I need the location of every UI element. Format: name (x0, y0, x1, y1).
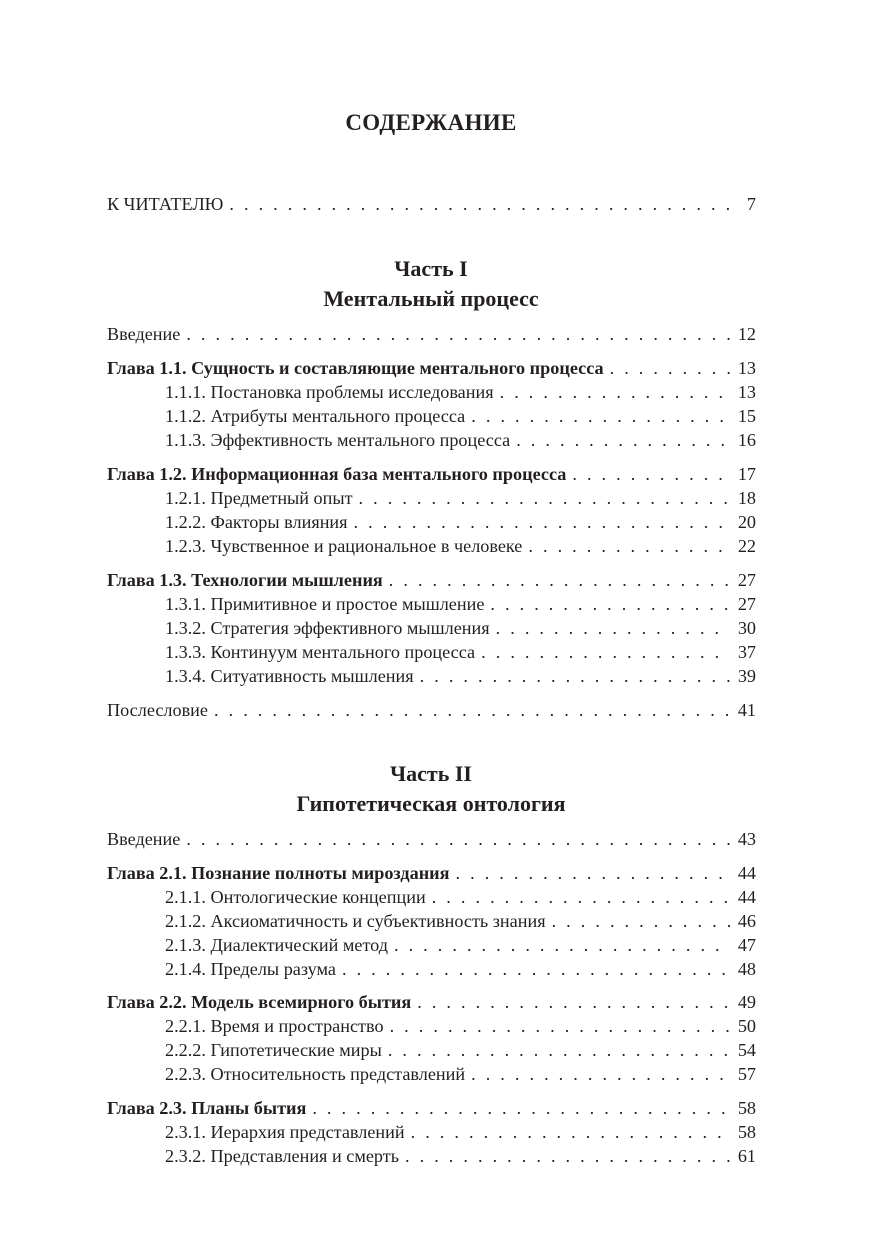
leader-dots (610, 356, 730, 380)
chapter-title: Глава 1.1. Сущность и составляющие ментального процесса (107, 358, 604, 378)
entry-page: 27 (737, 594, 756, 614)
toc-entry-intro (107, 827, 756, 851)
leader-dots (552, 909, 730, 933)
section-title: 1.1.2. Атрибуты ментального процесса (165, 406, 466, 426)
section-title: 2.2.1. Время и пространство (165, 1016, 384, 1036)
leader-dots (481, 640, 730, 664)
entry-page: 58 (737, 1098, 756, 1118)
section-title: 2.1.3. Диалектический метод (165, 935, 388, 955)
chapter-title: Глава 2.1. Познание полноты мироздания (107, 863, 450, 883)
section-title: 2.2.2. Гипотетические миры (165, 1040, 382, 1060)
section-title: 1.1.1. Постановка проблемы исследования (165, 382, 494, 402)
entry-title: Введение (107, 324, 181, 344)
toc-section (165, 1062, 756, 1086)
leader-dots (186, 827, 730, 851)
entry-page: 16 (737, 430, 756, 450)
leader-dots (528, 534, 730, 558)
entry-page: 49 (737, 992, 756, 1012)
entry-page: 20 (737, 512, 756, 532)
leader-dots (456, 861, 730, 885)
toc-entry-afterword (107, 698, 756, 722)
entry-title: Послесловие (107, 700, 208, 720)
page-title: СОДЕРЖАНИЕ (345, 110, 517, 135)
leader-dots (471, 1062, 730, 1086)
entry-page: 50 (737, 1016, 756, 1036)
entry-page: 48 (737, 959, 756, 979)
leader-dots (490, 592, 730, 616)
toc-section (165, 640, 756, 664)
entry-page: 57 (737, 1064, 756, 1084)
toc-section (165, 909, 756, 933)
leader-dots (417, 990, 730, 1014)
section-title: 2.1.1. Онтологические концепции (165, 887, 426, 907)
section-title: 2.1.2. Аксиоматичность и субъективность знания (165, 911, 546, 931)
entry-page: 22 (737, 536, 756, 556)
toc-section (165, 616, 756, 640)
leader-dots (389, 568, 730, 592)
part-label: Часть II (390, 761, 472, 786)
toc-section (165, 380, 756, 404)
toc-section (165, 1120, 756, 1144)
toc-chapter (107, 1096, 756, 1120)
section-title: 2.1.4. Пределы разума (165, 959, 336, 979)
entry-title: Введение (107, 829, 181, 849)
leader-dots (516, 428, 730, 452)
toc-section (165, 404, 756, 428)
entry-page: 12 (737, 324, 756, 344)
chapter-title: Глава 1.2. Информационная база ментального процесса (107, 464, 567, 484)
section-title: 1.3.2. Стратегия эффективного мышления (165, 618, 490, 638)
leader-dots (496, 616, 730, 640)
toc-section (165, 428, 756, 452)
entry-page: 30 (737, 618, 756, 638)
entry-page: 15 (737, 406, 756, 426)
toc-chapter (107, 990, 756, 1014)
leader-dots (186, 322, 730, 346)
leader-dots (411, 1120, 730, 1144)
entry-title: К ЧИТАТЕЛЮ (107, 194, 224, 214)
entry-page: 7 (746, 194, 756, 214)
entry-page: 13 (737, 382, 756, 402)
entry-page: 39 (737, 666, 756, 686)
entry-page: 13 (737, 358, 756, 378)
leader-dots (420, 664, 730, 688)
leader-dots (312, 1096, 730, 1120)
toc-entry-preface (107, 192, 756, 216)
leader-dots (500, 380, 730, 404)
toc-section (165, 1144, 756, 1168)
part-name: Ментальный процесс (323, 286, 539, 311)
leader-dots (471, 404, 730, 428)
section-title: 1.2.2. Факторы влияния (165, 512, 348, 532)
toc-section (165, 885, 756, 909)
entry-page: 44 (737, 863, 756, 883)
leader-dots (229, 192, 730, 216)
entry-page: 17 (737, 464, 756, 484)
leader-dots (214, 698, 730, 722)
leader-dots (354, 510, 730, 534)
toc-section (165, 534, 756, 558)
toc-section (165, 486, 756, 510)
entry-page: 37 (737, 642, 756, 662)
leader-dots (342, 957, 730, 981)
section-title: 1.3.4. Ситуативность мышления (165, 666, 414, 686)
entry-page: 58 (737, 1122, 756, 1142)
entry-page: 27 (737, 570, 756, 590)
leader-dots (405, 1144, 730, 1168)
section-title: 2.2.3. Относительность представлений (165, 1064, 466, 1084)
chapter-title: Глава 2.3. Планы бытия (107, 1098, 307, 1118)
toc-chapter (107, 356, 756, 380)
toc-section (165, 933, 756, 957)
section-title: 1.2.3. Чувственное и рациональное в человеке (165, 536, 523, 556)
toc-section (165, 1038, 756, 1062)
toc-entry-intro (107, 322, 756, 346)
leader-dots (432, 885, 730, 909)
leader-dots (390, 1014, 730, 1038)
leader-dots (572, 462, 730, 486)
entry-page: 18 (737, 488, 756, 508)
entry-page: 47 (737, 935, 756, 955)
chapter-title: Глава 2.2. Модель всемирного бытия (107, 992, 412, 1012)
toc-chapter (107, 861, 756, 885)
entry-page: 61 (737, 1146, 756, 1166)
entry-page: 54 (737, 1040, 756, 1060)
leader-dots (394, 933, 730, 957)
section-title: 1.1.3. Эффективность ментального процесса (165, 430, 511, 450)
chapter-title: Глава 1.3. Технологии мышления (107, 570, 383, 590)
toc-chapter (107, 462, 756, 486)
leader-dots (388, 1038, 730, 1062)
section-title: 1.3.3. Континуум ментального процесса (165, 642, 476, 662)
leader-dots (359, 486, 730, 510)
toc-chapter (107, 568, 756, 592)
toc-section (165, 510, 756, 534)
toc-section (165, 1014, 756, 1038)
toc-section (165, 664, 756, 688)
entry-page: 44 (737, 887, 756, 907)
entry-page: 43 (737, 829, 756, 849)
entry-page: 46 (737, 911, 756, 931)
toc-section (165, 957, 756, 981)
section-title: 1.3.1. Примитивное и простое мышление (165, 594, 485, 614)
part-label: Часть I (394, 256, 468, 281)
toc-section (165, 592, 756, 616)
section-title: 2.3.2. Представления и смерть (165, 1146, 400, 1166)
section-title: 1.2.1. Предметный опыт (165, 488, 353, 508)
section-title: 2.3.1. Иерархия представлений (165, 1122, 405, 1142)
part-name: Гипотетическая онтология (296, 791, 566, 816)
entry-page: 41 (737, 700, 756, 720)
